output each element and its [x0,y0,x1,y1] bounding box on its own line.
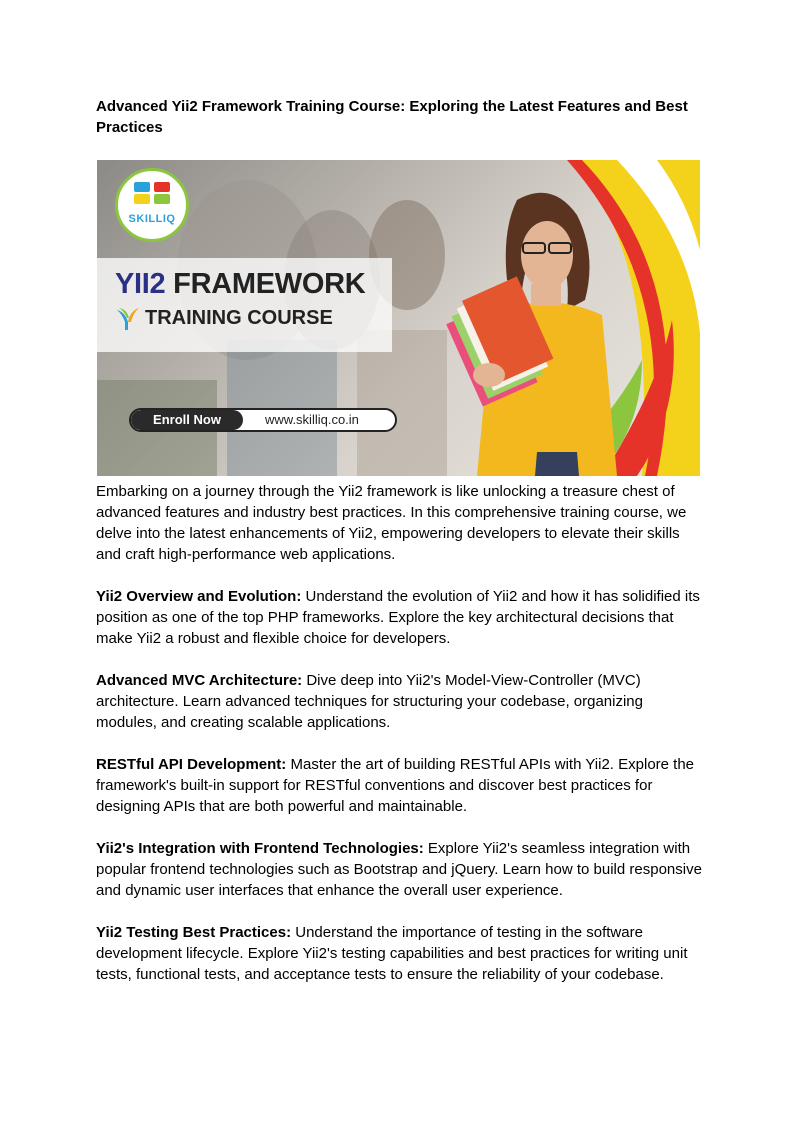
enroll-bar [129,408,397,432]
section-body: Explore Yii2's seamless integration with popular frontend technologies such as Bootstrap and jQuery. Learn how to build responsive and dynamic user interfaces that enhance the overall user experience. [96,840,702,899]
banner-headline [115,268,365,300]
section-heading: Yii2's Integration with Frontend Technologies: [96,840,424,857]
article-body [96,481,706,1006]
banner-subheadline: TRAINING COURSE [145,307,333,329]
section-heading: Advanced MVC Architecture: [96,672,303,689]
section-heading: Yii2 Testing Best Practices: [96,924,292,941]
section-frontend [96,838,706,901]
enroll-now-button[interactable]: Enroll Now [131,410,243,430]
headline-accent: YII2 [115,268,166,300]
intro-paragraph: Embarking on a journey through the Yii2 framework is like unlocking a treasure chest of advanced features and industry best practices. In this comprehensive training course, we delve into the latest enhancements of Yii2, empowering developers to elevate their skills and craft high-performance web applications. [96,483,687,563]
section-body: Understand the evolution of Yii2 and how it has solidified its position as one of the top PHP frameworks. Explore the key architectural decisions that make Yii2 a robust and flexible choice for developers. [96,588,700,647]
section-body: Understand the importance of testing in the software development lifecycle. Explore Yii2's testing capabilities and best practices for writing unit tests, functional tests, and acceptance tests to ensure the reliability of your codebase. [96,924,688,983]
section-mvc [96,670,706,733]
website-url: www.skilliq.co.in [265,412,359,427]
section-heading: RESTful API Development: [96,756,287,773]
headline-main: FRAMEWORK [173,268,366,300]
section-overview [96,586,706,649]
section-heading: Yii2 Overview and Evolution: [96,588,302,605]
section-testing [96,922,706,985]
section-restful [96,754,706,817]
section-body: Master the art of building RESTful APIs with Yii2. Explore the framework's built-in support for RESTful conventions and discover best practices for designing APIs that are both powerful and maintainable. [96,756,695,815]
logo-text: SKILLIQ [128,213,176,225]
course-banner [97,160,700,476]
skilliq-logo [115,168,189,242]
yii-logo-icon [115,306,141,332]
skilliq-logo-mark-icon [132,180,172,206]
page-title: Advanced Yii2 Framework Training Course: Exploring the Latest Features and Best Practices [96,98,688,136]
section-body: Dive deep into Yii2's Model-View-Controller (MVC) architecture. Learn advanced techniques for structuring your codebase, organizing modules, and creating scalable applications. [96,672,643,731]
